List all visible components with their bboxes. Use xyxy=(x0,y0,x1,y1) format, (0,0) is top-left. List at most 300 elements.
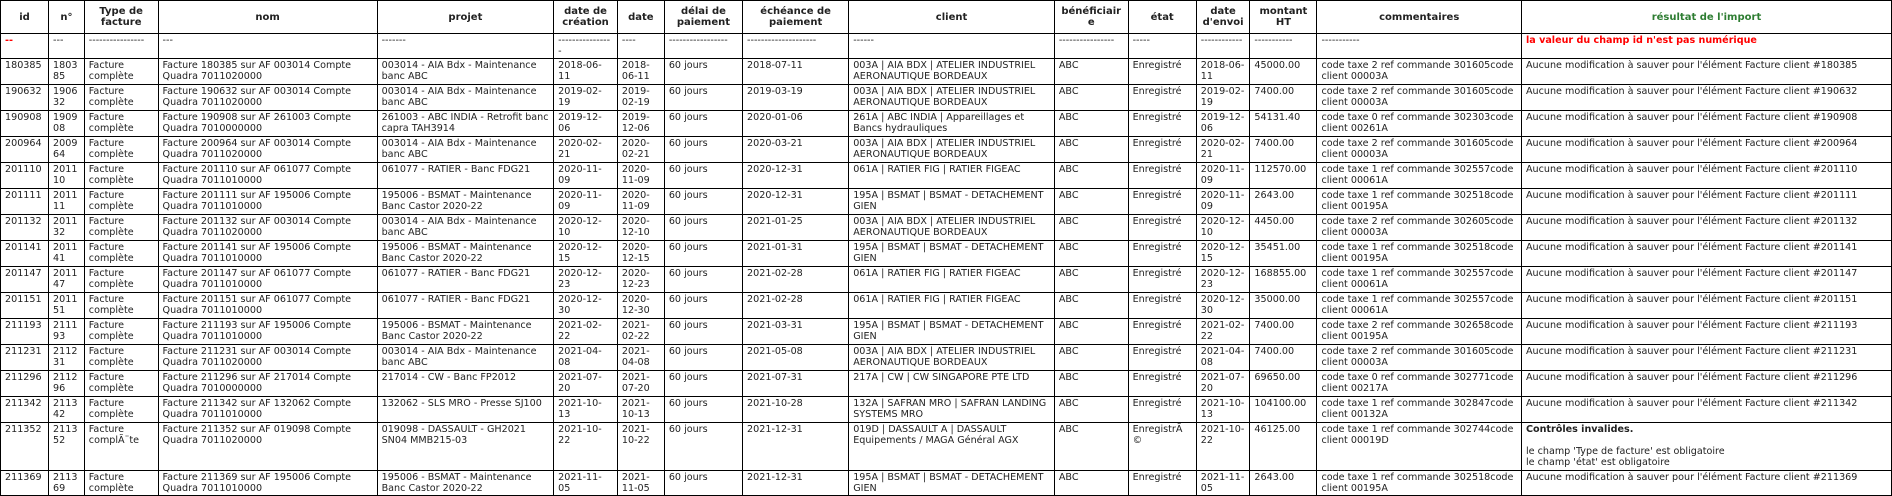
col-header-etat: état xyxy=(1128,1,1196,34)
cell-id: 201111 xyxy=(1,189,49,215)
table-cell: ---------------- xyxy=(554,34,618,59)
cell-id: 211231 xyxy=(1,345,49,371)
cell-date-creation: 2018-06-11 xyxy=(554,59,618,85)
cell-id: 201141 xyxy=(1,241,49,267)
cell-type-facture: Facture complète xyxy=(84,241,158,267)
cell-id: 180385 xyxy=(1,59,49,85)
cell-resultat-import: Aucune modification à sauver pour l'élément Facture client #201147 xyxy=(1521,267,1891,293)
cell-resultat-import: Aucune modification à sauver pour l'élément Facture client #201132 xyxy=(1521,215,1891,241)
cell-beneficiaire: ABC xyxy=(1054,111,1128,137)
cell-etat: Enregistré xyxy=(1128,189,1196,215)
cell-date-envoi: 2021-02-22 xyxy=(1196,319,1250,345)
cell-projet: 195006 - BSMAT - Maintenance Banc Castor 2020-22 xyxy=(377,471,554,496)
validation-message: le champ 'état' est obligatoire xyxy=(1525,457,1670,468)
cell-date-envoi: 2020-11-09 xyxy=(1196,163,1250,189)
cell-etat: Enregistré xyxy=(1128,293,1196,319)
cell-echeance-paiement: 2021-05-08 xyxy=(743,345,849,371)
table-row xyxy=(1,215,1892,241)
cell-nom: Facture 180385 sur AF 003014 Compte Quadra 7011020000 xyxy=(158,59,377,85)
cell-beneficiaire: ABC xyxy=(1054,293,1128,319)
cell-etat: Enregistré xyxy=(1128,59,1196,85)
cell-delai-paiement: 60 jours xyxy=(664,293,742,319)
cell-commentaires: code taxe 0 ref commande 302771code client 00217A xyxy=(1317,371,1522,397)
table-row xyxy=(1,85,1892,111)
cell-date-creation: 2019-02-19 xyxy=(554,85,618,111)
cell-etat: Enregistré xyxy=(1128,397,1196,423)
cell-delai-paiement: 60 jours xyxy=(664,59,742,85)
cell-etat: Enregistré xyxy=(1128,345,1196,371)
cell-beneficiaire: ABC xyxy=(1054,59,1128,85)
cell-commentaires: code taxe 1 ref commande 302518code client 00195A xyxy=(1317,241,1522,267)
cell-date-creation: 2020-12-10 xyxy=(554,215,618,241)
cell-etat: Enregistré xyxy=(1128,319,1196,345)
cell-date-envoi: 2021-04-08 xyxy=(1196,345,1250,371)
cell-nom: Facture 190632 sur AF 003014 Compte Quadra 7011020000 xyxy=(158,85,377,111)
cell-projet: 195006 - BSMAT - Maintenance Banc Castor 2020-22 xyxy=(377,319,554,345)
cell-etat: Enregistré xyxy=(1128,111,1196,137)
cell-date-envoi: 2020-11-09 xyxy=(1196,189,1250,215)
cell-type-facture: Facture complète xyxy=(84,345,158,371)
cell-date: 2021-04-08 xyxy=(617,345,664,371)
cell-projet: 003014 - AIA Bdx - Maintenance banc ABC xyxy=(377,345,554,371)
table-cell: ----------------- xyxy=(664,34,742,59)
cell-etat: Enregistré xyxy=(1128,163,1196,189)
cell-delai-paiement: 60 jours xyxy=(664,345,742,371)
table-cell: ----- xyxy=(1128,34,1196,59)
cell-client: 061A | RATIER FIG | RATIER FIGEAC xyxy=(849,163,1055,189)
cell-echeance-paiement: 2021-02-28 xyxy=(743,267,849,293)
cell-id: 201110 xyxy=(1,163,49,189)
col-header-resultat-import: résultat de l'import xyxy=(1521,1,1891,34)
cell-client: 195A | BSMAT | BSMAT - DETACHEMENT GIEN xyxy=(849,319,1055,345)
table-cell: -- xyxy=(1,34,49,59)
cell-resultat-import: Aucune modification à sauver pour l'élément Facture client #200964 xyxy=(1521,137,1891,163)
cell-date-envoi: 2018-06-11 xyxy=(1196,59,1250,85)
cell-date-envoi: 2020-02-21 xyxy=(1196,137,1250,163)
cell-client: 003A | AIA BDX | ATELIER INDUSTRIEL AERONAUTIQUE BORDEAUX xyxy=(849,59,1055,85)
cell-date-creation: 2021-11-05 xyxy=(554,471,618,496)
cell-numero: 201141 xyxy=(49,241,85,267)
cell-nom: Facture 211352 sur AF 019098 Compte Quadra 7011020000 xyxy=(158,423,377,471)
cell-nom: Facture 211296 sur AF 217014 Compte Quadra 7010000000 xyxy=(158,371,377,397)
cell-echeance-paiement: 2021-02-28 xyxy=(743,293,849,319)
cell-etat: Enregistré xyxy=(1128,241,1196,267)
cell-client: 195A | BSMAT | BSMAT - DETACHEMENT GIEN xyxy=(849,241,1055,267)
cell-projet: 003014 - AIA Bdx - Maintenance banc ABC xyxy=(377,85,554,111)
cell-delai-paiement: 60 jours xyxy=(664,423,742,471)
cell-nom: Facture 201151 sur AF 061077 Compte Quadra 7011010000 xyxy=(158,293,377,319)
cell-numero: 190908 xyxy=(49,111,85,137)
cell-numero: 201111 xyxy=(49,189,85,215)
cell-id: 211296 xyxy=(1,371,49,397)
cell-resultat-import: Aucune modification à sauver pour l'élément Facture client #201111 xyxy=(1521,189,1891,215)
cell-resultat-import: Aucune modification à sauver pour l'élément Facture client #211296 xyxy=(1521,371,1891,397)
table-row xyxy=(1,423,1892,471)
cell-client: 132A | SAFRAN MRO | SAFRAN LANDING SYSTEMS MRO xyxy=(849,397,1055,423)
cell-beneficiaire: ABC xyxy=(1054,85,1128,111)
cell-beneficiaire: ABC xyxy=(1054,345,1128,371)
cell-date-creation: 2020-11-09 xyxy=(554,189,618,215)
cell-date-creation: 2020-12-30 xyxy=(554,293,618,319)
cell-id: 201132 xyxy=(1,215,49,241)
cell-date-envoi: 2019-12-06 xyxy=(1196,111,1250,137)
cell-type-facture: Facture complète xyxy=(84,215,158,241)
import-error-message: la valeur du champ id n'est pas numérique xyxy=(1521,34,1891,59)
cell-resultat-import: Aucune modification à sauver pour l'élément Facture client #211231 xyxy=(1521,345,1891,371)
cell-client: 061A | RATIER FIG | RATIER FIGEAC xyxy=(849,293,1055,319)
cell-montant-ht: 7400.00 xyxy=(1250,319,1317,345)
table-cell: --- xyxy=(49,34,85,59)
cell-resultat-import: Aucune modification à sauver pour l'élément Facture client #211342 xyxy=(1521,397,1891,423)
cell-type-facture: Facture complète xyxy=(84,371,158,397)
cell-beneficiaire: ABC xyxy=(1054,215,1128,241)
cell-client: 019D | DASSAULT A | DASSAULT Equipements / MAGA Général AGX xyxy=(849,423,1055,471)
cell-nom: Facture 211369 sur AF 195006 Compte Quadra 7011010000 xyxy=(158,471,377,496)
table-row xyxy=(1,293,1892,319)
col-header-montant-ht: montant HT xyxy=(1250,1,1317,34)
cell-numero: 211352 xyxy=(49,423,85,471)
cell-numero: 201151 xyxy=(49,293,85,319)
cell-date: 2020-12-30 xyxy=(617,293,664,319)
cell-echeance-paiement: 2021-10-28 xyxy=(743,397,849,423)
cell-numero: 200964 xyxy=(49,137,85,163)
cell-type-facture: Facture complète xyxy=(84,189,158,215)
cell-numero: 211369 xyxy=(49,471,85,496)
cell-numero: 211342 xyxy=(49,397,85,423)
cell-date: 2021-11-05 xyxy=(617,471,664,496)
cell-resultat-import: Aucune modification à sauver pour l'élément Facture client #211369 xyxy=(1521,471,1891,496)
cell-echeance-paiement: 2021-01-25 xyxy=(743,215,849,241)
cell-delai-paiement: 60 jours xyxy=(664,267,742,293)
invalid-controls-title: Contrôles invalides. xyxy=(1525,424,1634,435)
validation-message: le champ 'Type de facture' est obligatoire xyxy=(1525,446,1725,457)
table-cell: -------------------- xyxy=(743,34,849,59)
cell-projet: 261003 - ABC INDIA - Retrofit banc capra TAH3914 xyxy=(377,111,554,137)
cell-commentaires: code taxe 1 ref commande 302744code client 00019D xyxy=(1317,423,1522,471)
cell-beneficiaire: ABC xyxy=(1054,471,1128,496)
cell-beneficiaire: ABC xyxy=(1054,163,1128,189)
col-header-client: client xyxy=(849,1,1055,34)
cell-echeance-paiement: 2021-07-31 xyxy=(743,371,849,397)
cell-echeance-paiement: 2021-01-31 xyxy=(743,241,849,267)
cell-etat: Enregistré xyxy=(1128,215,1196,241)
cell-nom: Facture 211193 sur AF 195006 Compte Quadra 7011010000 xyxy=(158,319,377,345)
table-row xyxy=(1,137,1892,163)
cell-commentaires: code taxe 1 ref commande 302518code client 00195A xyxy=(1317,471,1522,496)
cell-projet: 061077 - RATIER - Banc FDG21 xyxy=(377,267,554,293)
cell-date: 2019-12-06 xyxy=(617,111,664,137)
separator-row xyxy=(1,34,1892,59)
table-cell: ----------- xyxy=(1317,34,1522,59)
cell-montant-ht: 7400.00 xyxy=(1250,137,1317,163)
cell-id: 190908 xyxy=(1,111,49,137)
cell-delai-paiement: 60 jours xyxy=(664,241,742,267)
cell-date: 2019-02-19 xyxy=(617,85,664,111)
cell-numero: 190632 xyxy=(49,85,85,111)
table-row xyxy=(1,189,1892,215)
cell-type-facture: Facture complète xyxy=(84,59,158,85)
cell-type-facture: Facture complète xyxy=(84,319,158,345)
cell-projet: 003014 - AIA Bdx - Maintenance banc ABC xyxy=(377,59,554,85)
cell-id: 200964 xyxy=(1,137,49,163)
cell-commentaires: code taxe 1 ref commande 302557code client 00061A xyxy=(1317,293,1522,319)
cell-etat: EnregistrÃ© xyxy=(1128,423,1196,471)
cell-beneficiaire: ABC xyxy=(1054,319,1128,345)
table-row xyxy=(1,267,1892,293)
cell-date: 2021-07-20 xyxy=(617,371,664,397)
cell-date-creation: 2021-10-13 xyxy=(554,397,618,423)
cell-date: 2020-11-09 xyxy=(617,189,664,215)
cell-montant-ht: 112570.00 xyxy=(1250,163,1317,189)
cell-beneficiaire: ABC xyxy=(1054,137,1128,163)
col-header-date: date xyxy=(617,1,664,34)
cell-type-facture: Facture complète xyxy=(84,293,158,319)
cell-projet: 061077 - RATIER - Banc FDG21 xyxy=(377,163,554,189)
table-cell: ---- xyxy=(617,34,664,59)
cell-id: 201151 xyxy=(1,293,49,319)
cell-date: 2021-02-22 xyxy=(617,319,664,345)
cell-montant-ht: 35000.00 xyxy=(1250,293,1317,319)
cell-client: 261A | ABC INDIA | Appareillages et Bancs hydrauliques xyxy=(849,111,1055,137)
cell-date-creation: 2021-10-22 xyxy=(554,423,618,471)
cell-echeance-paiement: 2020-01-06 xyxy=(743,111,849,137)
table-cell: ------------ xyxy=(1196,34,1250,59)
cell-montant-ht: 2643.00 xyxy=(1250,189,1317,215)
cell-client: 003A | AIA BDX | ATELIER INDUSTRIEL AERONAUTIQUE BORDEAUX xyxy=(849,345,1055,371)
cell-date-creation: 2021-02-22 xyxy=(554,319,618,345)
cell-beneficiaire: ABC xyxy=(1054,397,1128,423)
cell-delai-paiement: 60 jours xyxy=(664,319,742,345)
cell-delai-paiement: 60 jours xyxy=(664,111,742,137)
cell-date: 2020-02-21 xyxy=(617,137,664,163)
table-row xyxy=(1,397,1892,423)
cell-date-envoi: 2020-12-23 xyxy=(1196,267,1250,293)
cell-numero: 211231 xyxy=(49,345,85,371)
cell-commentaires: code taxe 2 ref commande 301605code client 00003A xyxy=(1317,137,1522,163)
cell-numero: 211193 xyxy=(49,319,85,345)
cell-commentaires: code taxe 2 ref commande 302605code client 00003A xyxy=(1317,215,1522,241)
table-cell: ---------------- xyxy=(1054,34,1128,59)
cell-type-facture: Facture complète xyxy=(84,267,158,293)
cell-beneficiaire: ABC xyxy=(1054,423,1128,471)
cell-projet: 003014 - AIA Bdx - Maintenance banc ABC xyxy=(377,137,554,163)
cell-nom: Facture 211231 sur AF 003014 Compte Quadra 7011020000 xyxy=(158,345,377,371)
cell-echeance-paiement: 2021-12-31 xyxy=(743,471,849,496)
cell-client: 195A | BSMAT | BSMAT - DETACHEMENT GIEN xyxy=(849,471,1055,496)
cell-id: 190632 xyxy=(1,85,49,111)
cell-commentaires: code taxe 1 ref commande 302518code client 00195A xyxy=(1317,189,1522,215)
cell-id: 211193 xyxy=(1,319,49,345)
cell-date: 2021-10-22 xyxy=(617,423,664,471)
cell-projet: 061077 - RATIER - Banc FDG21 xyxy=(377,293,554,319)
table-row xyxy=(1,241,1892,267)
cell-commentaires: code taxe 1 ref commande 302557code client 00061A xyxy=(1317,163,1522,189)
cell-date-creation: 2020-11-09 xyxy=(554,163,618,189)
col-header-echeance-paiement: échéance de paiement xyxy=(743,1,849,34)
cell-type-facture: Facture complète xyxy=(84,397,158,423)
cell-projet: 195006 - BSMAT - Maintenance Banc Castor 2020-22 xyxy=(377,241,554,267)
cell-resultat-import: Aucune modification à sauver pour l'élément Facture client #201151 xyxy=(1521,293,1891,319)
col-header-projet: projet xyxy=(377,1,554,34)
cell-date-creation: 2020-02-21 xyxy=(554,137,618,163)
cell-client: 003A | AIA BDX | ATELIER INDUSTRIEL AERONAUTIQUE BORDEAUX xyxy=(849,215,1055,241)
cell-etat: Enregistré xyxy=(1128,371,1196,397)
cell-date-creation: 2021-04-08 xyxy=(554,345,618,371)
cell-montant-ht: 168855.00 xyxy=(1250,267,1317,293)
cell-montant-ht: 46125.00 xyxy=(1250,423,1317,471)
table-cell: ----------- xyxy=(1250,34,1317,59)
cell-date-creation: 2019-12-06 xyxy=(554,111,618,137)
cell-delai-paiement: 60 jours xyxy=(664,189,742,215)
col-header-type-facture: Type de facture xyxy=(84,1,158,34)
cell-id: 201147 xyxy=(1,267,49,293)
table-row xyxy=(1,371,1892,397)
cell-projet: 003014 - AIA Bdx - Maintenance banc ABC xyxy=(377,215,554,241)
table-row xyxy=(1,163,1892,189)
cell-echeance-paiement: 2018-07-11 xyxy=(743,59,849,85)
cell-date: 2018-06-11 xyxy=(617,59,664,85)
cell-date-envoi: 2019-02-19 xyxy=(1196,85,1250,111)
col-header-date-envoi: date d'envoi xyxy=(1196,1,1250,34)
cell-nom: Facture 200964 sur AF 003014 Compte Quadra 7011020000 xyxy=(158,137,377,163)
cell-date-creation: 2020-12-15 xyxy=(554,241,618,267)
cell-montant-ht: 104100.00 xyxy=(1250,397,1317,423)
table-cell: ------- xyxy=(377,34,554,59)
cell-etat: Enregistré xyxy=(1128,137,1196,163)
cell-beneficiaire: ABC xyxy=(1054,241,1128,267)
cell-commentaires: code taxe 1 ref commande 302847code client 00132A xyxy=(1317,397,1522,423)
cell-commentaires: code taxe 2 ref commande 301605code client 00003A xyxy=(1317,59,1522,85)
cell-type-facture: Facture complète xyxy=(84,111,158,137)
cell-echeance-paiement: 2020-12-31 xyxy=(743,163,849,189)
cell-nom: Facture 201110 sur AF 061077 Compte Quadra 7011010000 xyxy=(158,163,377,189)
cell-client: 195A | BSMAT | BSMAT - DETACHEMENT GIEN xyxy=(849,189,1055,215)
cell-montant-ht: 54131.40 xyxy=(1250,111,1317,137)
cell-numero: 211296 xyxy=(49,371,85,397)
table-cell: --- xyxy=(158,34,377,59)
cell-nom: Facture 201147 sur AF 061077 Compte Quadra 7011010000 xyxy=(158,267,377,293)
cell-projet: 195006 - BSMAT - Maintenance Banc Castor 2020-22 xyxy=(377,189,554,215)
cell-nom: Facture 201111 sur AF 195006 Compte Quadra 7011010000 xyxy=(158,189,377,215)
col-header-numero: n° xyxy=(49,1,85,34)
cell-projet: 217014 - CW - Banc FP2012 xyxy=(377,371,554,397)
spacer xyxy=(1526,435,1887,446)
cell-client: 217A | CW | CW SINGAPORE PTE LTD xyxy=(849,371,1055,397)
cell-date-creation: 2020-12-23 xyxy=(554,267,618,293)
cell-client: 003A | AIA BDX | ATELIER INDUSTRIEL AERONAUTIQUE BORDEAUX xyxy=(849,137,1055,163)
col-header-nom: nom xyxy=(158,1,377,34)
cell-delai-paiement: 60 jours xyxy=(664,85,742,111)
cell-date: 2020-12-15 xyxy=(617,241,664,267)
cell-numero: 201132 xyxy=(49,215,85,241)
cell-nom: Facture 201141 sur AF 195006 Compte Quadra 7011010000 xyxy=(158,241,377,267)
cell-echeance-paiement: 2021-03-31 xyxy=(743,319,849,345)
table-row xyxy=(1,319,1892,345)
cell-type-facture: Facture complète xyxy=(84,163,158,189)
cell-commentaires: code taxe 1 ref commande 302557code client 00061A xyxy=(1317,267,1522,293)
table-row xyxy=(1,59,1892,85)
cell-delai-paiement: 60 jours xyxy=(664,397,742,423)
table-row xyxy=(1,345,1892,371)
cell-echeance-paiement: 2020-03-21 xyxy=(743,137,849,163)
cell-client: 061A | RATIER FIG | RATIER FIGEAC xyxy=(849,267,1055,293)
cell-date: 2020-12-10 xyxy=(617,215,664,241)
cell-numero: 201147 xyxy=(49,267,85,293)
cell-date-envoi: 2020-12-15 xyxy=(1196,241,1250,267)
cell-delai-paiement: 60 jours xyxy=(664,371,742,397)
cell-commentaires: code taxe 2 ref commande 301605code client 00003A xyxy=(1317,345,1522,371)
cell-etat: Enregistré xyxy=(1128,85,1196,111)
cell-echeance-paiement: 2019-03-19 xyxy=(743,85,849,111)
cell-type-facture: Facture complète xyxy=(84,471,158,496)
cell-date: 2020-12-23 xyxy=(617,267,664,293)
col-header-commentaires: commentaires xyxy=(1317,1,1522,34)
cell-montant-ht: 7400.00 xyxy=(1250,345,1317,371)
cell-delai-paiement: 60 jours xyxy=(664,163,742,189)
cell-etat: Enregistré xyxy=(1128,267,1196,293)
cell-numero: 180385 xyxy=(49,59,85,85)
table-row xyxy=(1,111,1892,137)
cell-date-envoi: 2021-10-13 xyxy=(1196,397,1250,423)
cell-client: 003A | AIA BDX | ATELIER INDUSTRIEL AERONAUTIQUE BORDEAUX xyxy=(849,85,1055,111)
cell-beneficiaire: ABC xyxy=(1054,371,1128,397)
cell-date-creation: 2021-07-20 xyxy=(554,371,618,397)
cell-montant-ht: 35451.00 xyxy=(1250,241,1317,267)
cell-nom: Facture 201132 sur AF 003014 Compte Quadra 7011020000 xyxy=(158,215,377,241)
cell-montant-ht: 45000.00 xyxy=(1250,59,1317,85)
cell-commentaires: code taxe 0 ref commande 302303code client 00261A xyxy=(1317,111,1522,137)
cell-resultat-import: Aucune modification à sauver pour l'élément Facture client #201110 xyxy=(1521,163,1891,189)
cell-projet: 019098 - DASSAULT - GH2021 SN04 MMB215-03 xyxy=(377,423,554,471)
cell-date-envoi: 2020-12-30 xyxy=(1196,293,1250,319)
col-header-date-creation: date de création xyxy=(554,1,618,34)
cell-date-envoi: 2020-12-10 xyxy=(1196,215,1250,241)
col-header-id: id xyxy=(1,1,49,34)
cell-numero: 201110 xyxy=(49,163,85,189)
cell-date: 2021-10-13 xyxy=(617,397,664,423)
cell-resultat-import: Aucune modification à sauver pour l'élément Facture client #190632 xyxy=(1521,85,1891,111)
cell-beneficiaire: ABC xyxy=(1054,267,1128,293)
cell-nom: Facture 211342 sur AF 132062 Compte Quadra 7011010000 xyxy=(158,397,377,423)
col-header-beneficiaire: bénéficiaire xyxy=(1054,1,1128,34)
cell-echeance-paiement: 2021-12-31 xyxy=(743,423,849,471)
cell-type-facture: Facture complète xyxy=(84,85,158,111)
col-header-delai-paiement: délai de paiement xyxy=(664,1,742,34)
cell-resultat-import: Aucune modification à sauver pour l'élément Facture client #211193 xyxy=(1521,319,1891,345)
cell-date-envoi: 2021-07-20 xyxy=(1196,371,1250,397)
cell-montant-ht: 4450.00 xyxy=(1250,215,1317,241)
header-row xyxy=(1,1,1892,34)
table-cell: ---------------- xyxy=(84,34,158,59)
cell-type-facture: Facture complÃ¨te xyxy=(84,423,158,471)
cell-date-envoi: 2021-11-05 xyxy=(1196,471,1250,496)
cell-beneficiaire: ABC xyxy=(1054,189,1128,215)
cell-delai-paiement: 60 jours xyxy=(664,215,742,241)
cell-delai-paiement: 60 jours xyxy=(664,137,742,163)
table-cell: ------ xyxy=(849,34,1055,59)
cell-montant-ht: 69650.00 xyxy=(1250,371,1317,397)
cell-resultat-import: Aucune modification à sauver pour l'élément Facture client #201141 xyxy=(1521,241,1891,267)
cell-date-envoi: 2021-10-22 xyxy=(1196,423,1250,471)
cell-id: 211352 xyxy=(1,423,49,471)
cell-echeance-paiement: 2020-12-31 xyxy=(743,189,849,215)
cell-resultat-import: Aucune modification à sauver pour l'élément Facture client #190908 xyxy=(1521,111,1891,137)
cell-etat: Enregistré xyxy=(1128,471,1196,496)
cell-projet: 132062 - SLS MRO - Presse SJ100 xyxy=(377,397,554,423)
cell-montant-ht: 2643.00 xyxy=(1250,471,1317,496)
cell-type-facture: Facture complète xyxy=(84,137,158,163)
table-row xyxy=(1,471,1892,496)
